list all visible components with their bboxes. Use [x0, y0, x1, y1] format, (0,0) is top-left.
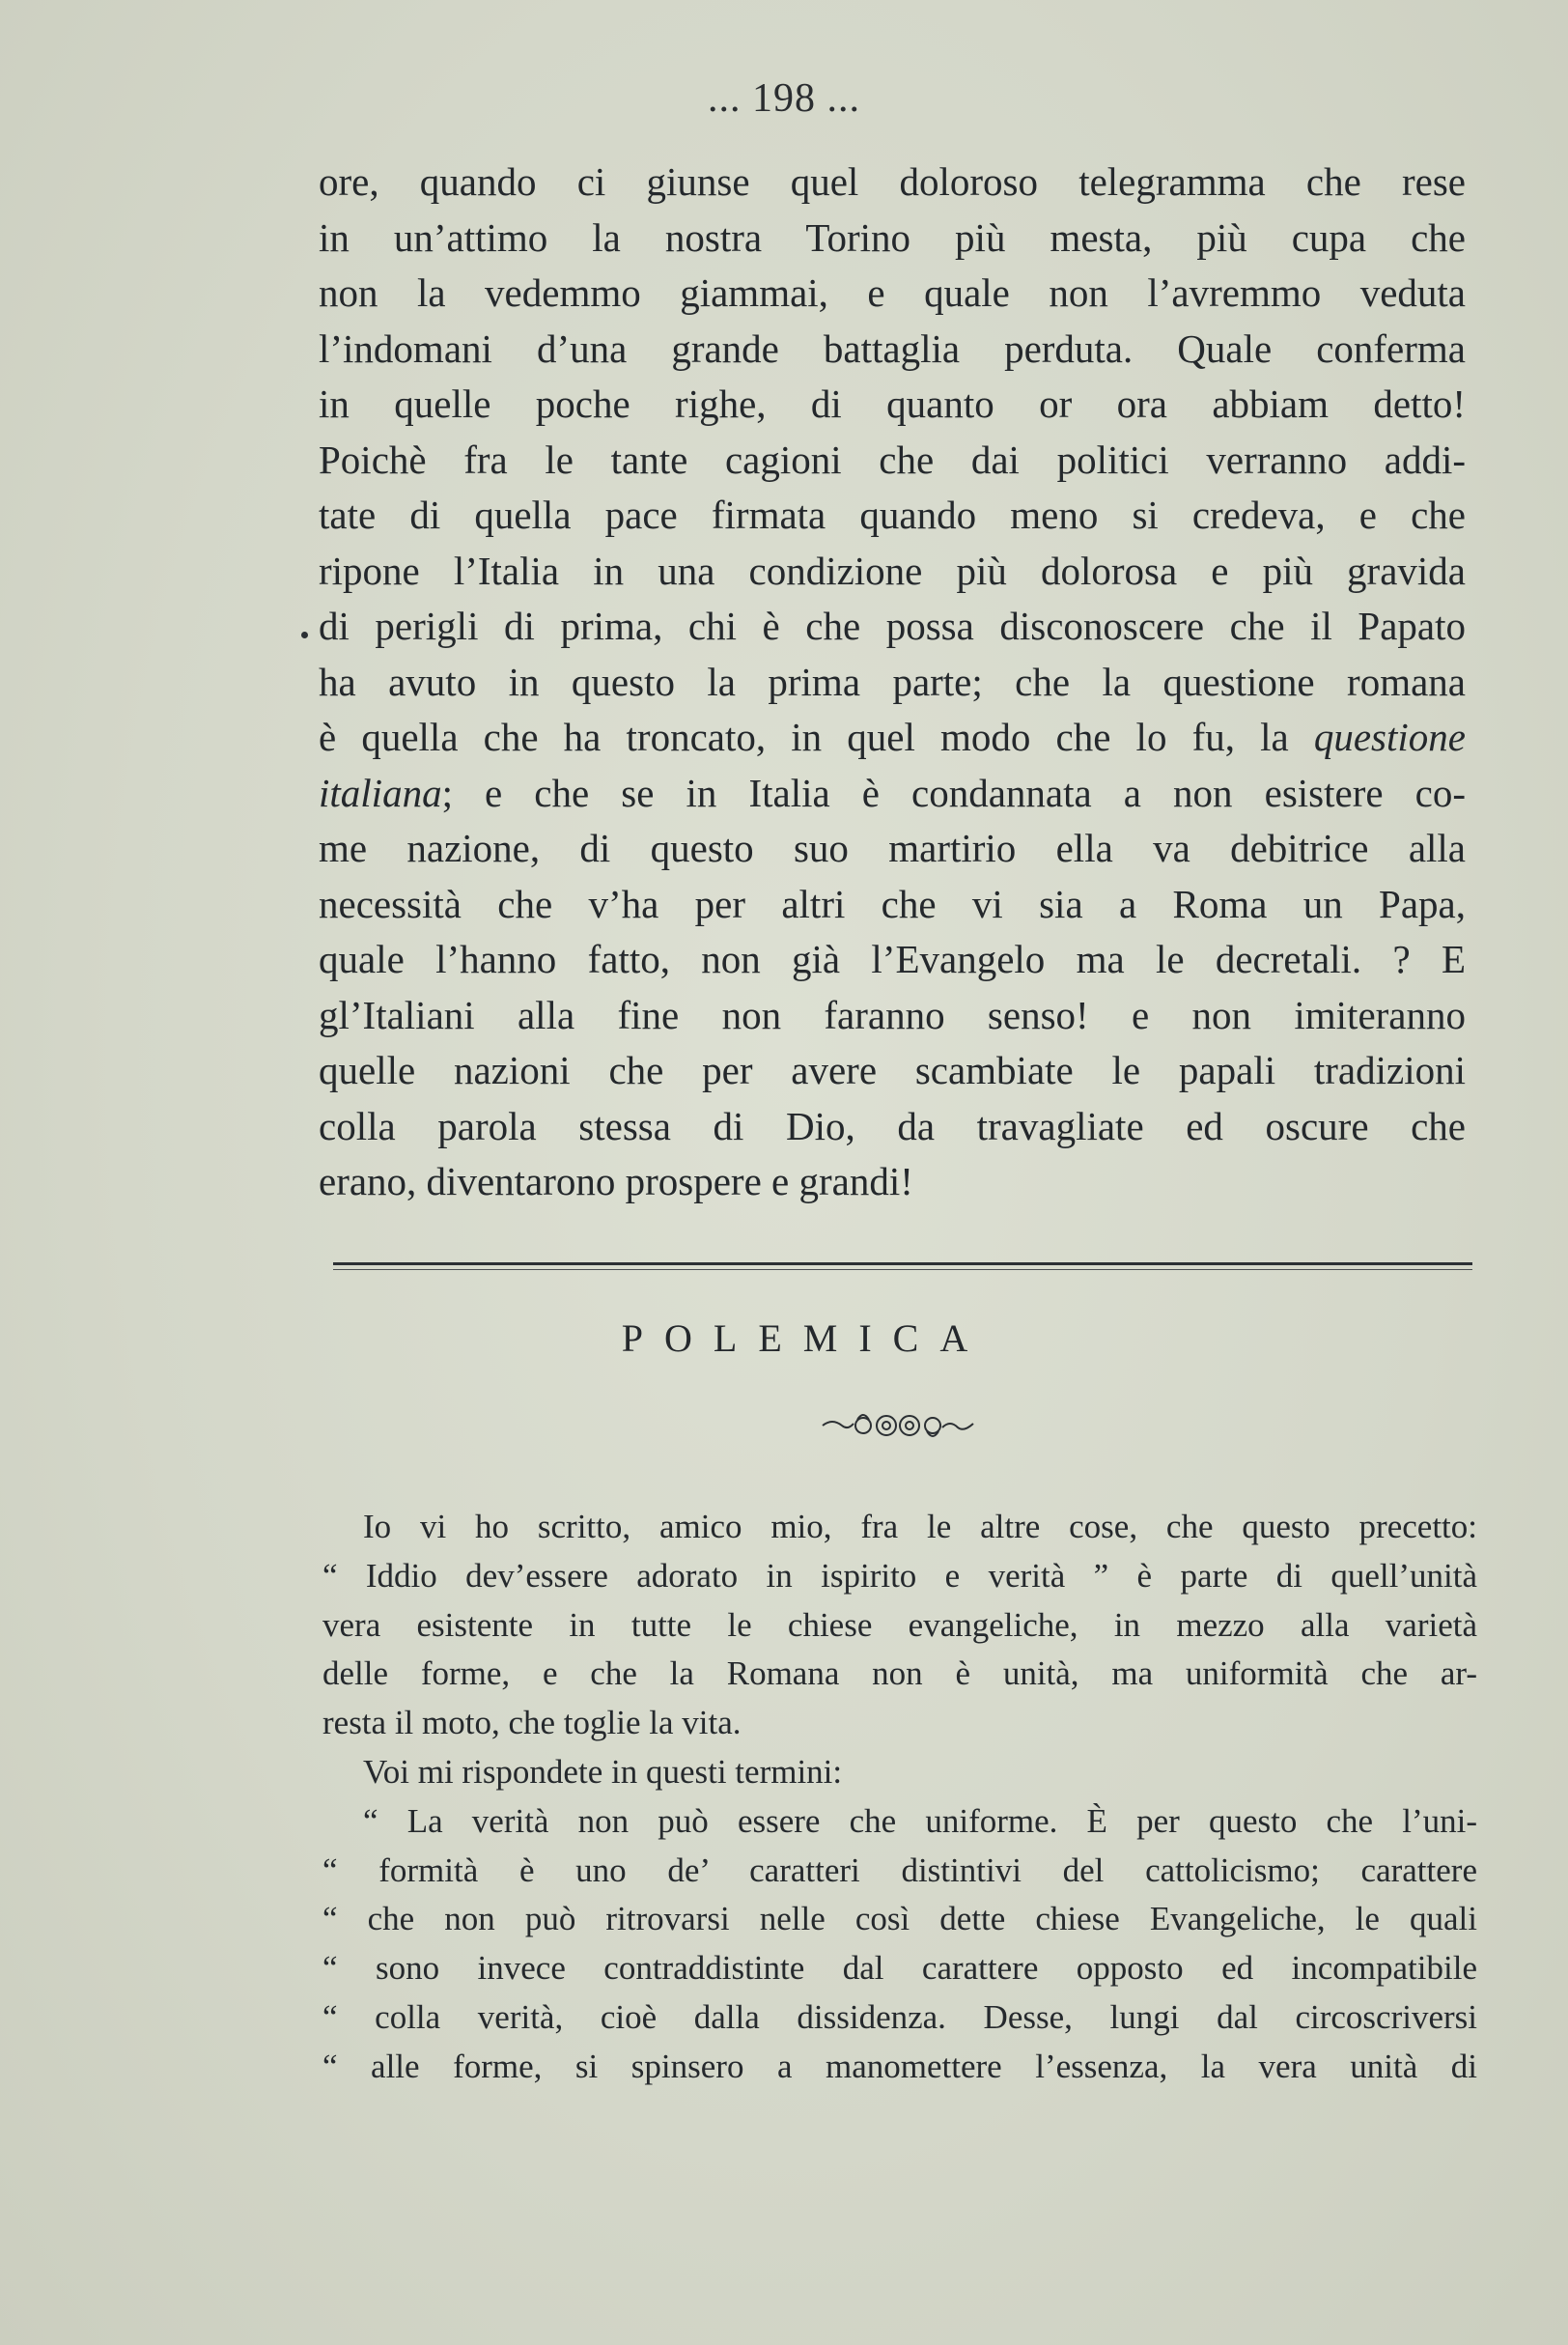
text-line: l’indomani d’una grande battaglia perduta. Quale conferma: [319, 325, 1466, 371]
text-line: me nazione, di questo suo martirio ella va debitrice alla: [319, 826, 1466, 870]
italic-phrase: italiana: [319, 770, 442, 815]
text-line: “ Iddio dev’essere adorato in ispirito e verità ” è parte di quell’unità: [322, 1556, 1477, 1595]
fleuron-ornament-icon: [819, 1406, 977, 1445]
section-divider-thin: [333, 1269, 1472, 1270]
text-line: gl’Italiani alla fine non faranno senso! e non imiteranno: [319, 992, 1466, 1037]
body-paragraph: [319, 155, 1466, 1210]
text-line: ripone l’Italia in una condizione più dolorosa e più gravida: [319, 548, 1466, 593]
quote-line: “ alle forme, si spinsero a manomettere l’essenza, la vera unità di: [322, 2047, 1477, 2085]
text-line: quelle nazioni che per avere scambiate le papali tradizioni: [319, 1048, 1466, 1092]
text-line: necessità che v’ha per altri che vi sia a Roma un Papa,: [319, 881, 1466, 926]
text-line: erano, diventarono prospere e grandi!: [319, 1159, 913, 1203]
text-line: colla parola stessa di Dio, da travagliate ed oscure che: [319, 1103, 1466, 1148]
text-line-with-italic: [319, 710, 1466, 766]
text-line-with-italic: [319, 766, 1466, 822]
page-number: ... 198 ...: [708, 76, 860, 121]
text-line: Poichè fra le tante cagioni che dai politici verranno addi-: [319, 437, 1466, 482]
text-segment: è quella che ha troncato, in quel modo che lo fu, la: [319, 715, 1289, 759]
text-line: in quelle poche righe, di quanto or ora abbiam detto!: [319, 381, 1466, 426]
text-line: Voi mi rispondete in questi termini:: [363, 1752, 843, 1791]
italic-phrase: questione: [1313, 715, 1466, 759]
text-line: tate di quella pace firmata quando meno si credeva, e che: [319, 493, 1466, 537]
quote-line: “ formità è uno de’ caratteri distintivi del cattolicismo; carattere: [322, 1851, 1477, 1889]
quote-line: “ sono invece contraddistinte dal carattere opposto ed incompatibile: [322, 1949, 1477, 1988]
polemica-text: [322, 1503, 1477, 2092]
quote-line: “ che non può ritrovarsi nelle così dette chiese Evangeliche, le quali: [322, 1900, 1477, 1938]
text-line: non la vedemmo giammai, e quale non l’avremmo veduta: [319, 270, 1466, 315]
section-title: POLEMICA: [621, 1316, 990, 1360]
text-line: resta il moto, che toglie la vita.: [322, 1704, 742, 1742]
text-line: quale l’hanno fatto, non già l’Evangelo ma le decretali. ? E: [319, 937, 1466, 981]
quote-line: “ colla verità, cioè dalla dissidenza. Desse, lungi dal circoscriversi: [322, 1997, 1477, 2036]
text-line: vera esistente in tutte le chiese evangeliche, in mezzo alla varietà: [322, 1605, 1477, 1644]
section-divider: [333, 1262, 1472, 1265]
text-line: di perigli di prima, chi è che possa disconoscere che il Papato: [319, 604, 1466, 648]
text-line: Io vi ho scritto, amico mio, fra le altre cose, che questo precetto:: [363, 1508, 1477, 1545]
text-line: ha avuto in questo la prima parte; che la questione romana: [319, 659, 1466, 704]
text-line: delle forme, e che la Romana non è unità, ma uniformità che ar-: [322, 1654, 1477, 1693]
text-line: ore, quando ci giunse quel doloroso telegramma che rese: [319, 159, 1466, 204]
margin-ink-dot: [301, 632, 308, 638]
quote-line: “ La verità non può essere che uniforme. È per questo che l’uni-: [363, 1801, 1477, 1840]
text-segment: ; e che se in Italia è condannata a non esistere co-: [441, 770, 1466, 815]
text-line: in un’attimo la nostra Torino più mesta, più cupa che: [319, 214, 1466, 260]
